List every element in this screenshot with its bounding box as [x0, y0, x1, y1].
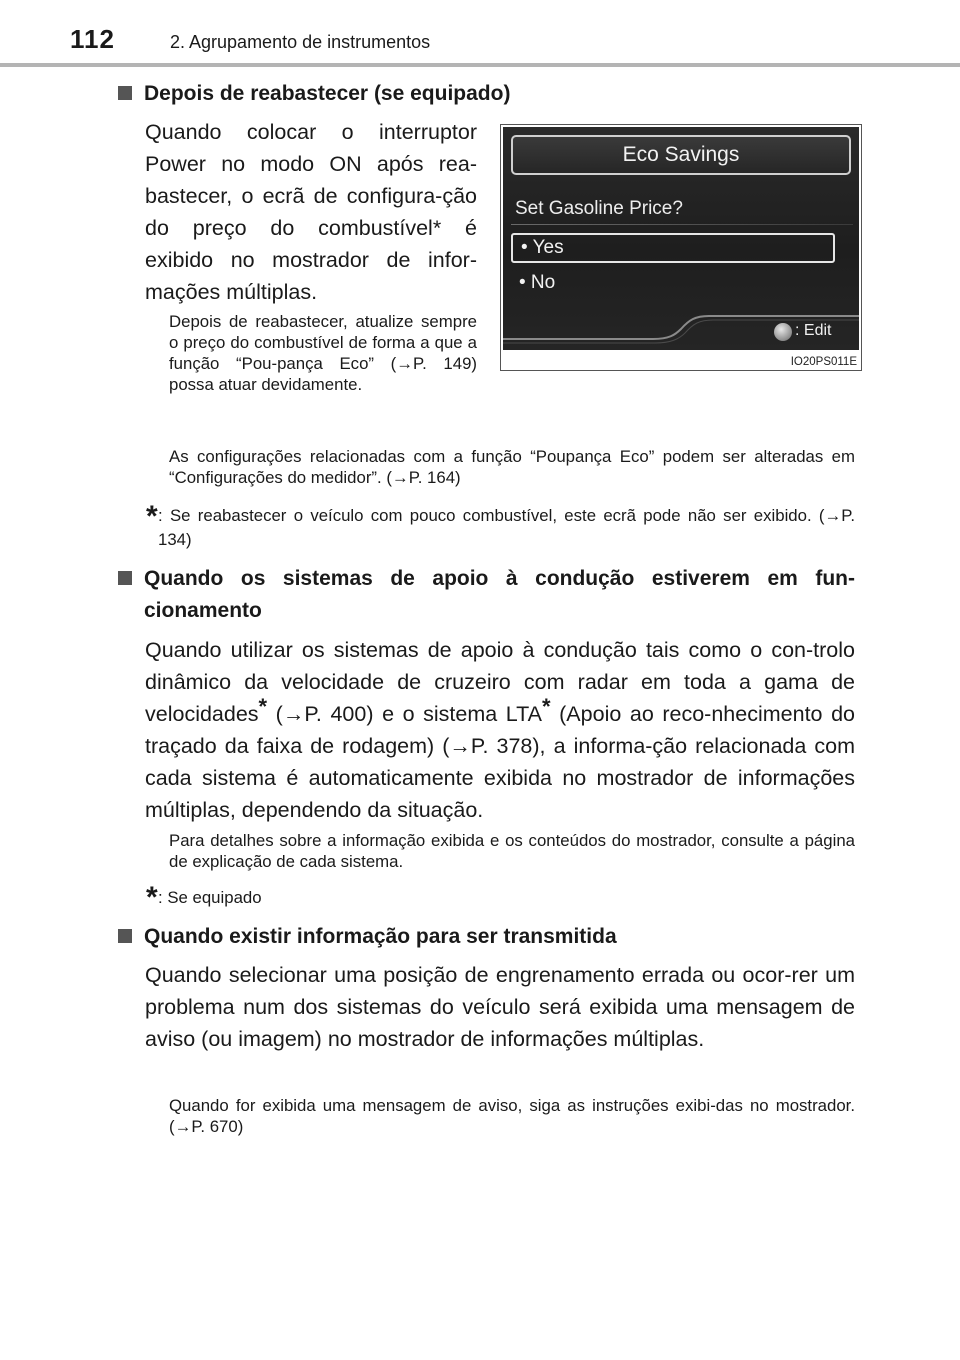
- screen-question: Set Gasoline Price?: [515, 198, 683, 219]
- note-information: Quando for exibida uma mensagem de aviso, siga as instruções exibi-das no mostrador. (→P. 670): [169, 1096, 855, 1136]
- section-heading-text: Quando os sistemas de apoio à condução estiverem em fun-cionamento: [144, 567, 855, 622]
- asterisk-mark: *: [542, 694, 551, 719]
- body-part-a: Quando utilizar os sistemas de apoio à condução tais como o con-trolo dinâmico da velocidade de cruzeiro com radar em toda a gama de velocidades: [145, 638, 855, 726]
- screen-title: Eco Savings: [511, 135, 851, 175]
- note-eco-settings: As configurações relacionadas com a função “Poupança Eco” podem ser alteradas em “Configurações do medidor”. (→P. 164): [169, 447, 855, 487]
- figure-code: IO20PS011E: [790, 356, 857, 368]
- square-bullet-icon: [118, 929, 132, 943]
- square-bullet-icon: [118, 571, 132, 585]
- note-refuel-update: Depois de reabastecer, atualize sempre o preço do combustível de forma a que a função “Pou-pança Eco” (→P. 149) possa atuar devidamente.: [169, 312, 477, 394]
- body-part-b: (→P. 400) e o sistema LTA: [267, 702, 543, 726]
- body-text-driving-support: [145, 634, 855, 826]
- footnote-star: *: [146, 500, 158, 533]
- square-bullet-icon: [118, 86, 132, 100]
- asterisk-mark: *: [258, 694, 268, 719]
- note-driving-support: Para detalhes sobre a informação exibida e os conteúdos do mostrador, consulte a página de explicação de cada sistema.: [169, 831, 855, 871]
- footnote-equipped: : Se equipado: [158, 888, 262, 907]
- header-divider: [0, 63, 960, 67]
- body-part-c: (Apoio ao reco-nhecimento do traçado da faixa de rodagem) (→P. 378), a informa-ção relacionada com cada sistema é automaticamente exibida no mostrador de informações múltiplas, dependendo da situação.: [145, 702, 855, 822]
- footnote-refuel: : Se reabastecer o veículo com pouco combustível, este ecrã pode não ser exibido. (→P. 134): [158, 506, 855, 549]
- body-text-refuel: Quando colocar o interruptor Power no modo ON após rea-bastecer, o ecrã de configura-ção do preço do combustível* é exibido no mostrador de infor-mações múltiplas.: [145, 120, 477, 304]
- section-heading-text: Depois de reabastecer (se equipado): [144, 82, 511, 105]
- chapter-title: 2. Agrupamento de instrumentos: [170, 32, 431, 52]
- dial-knob-icon: [774, 323, 792, 341]
- screen-decoration-swoosh: [503, 127, 859, 350]
- edit-hint: : Edit: [795, 322, 832, 339]
- section-heading-text: Quando existir informação para ser transmitida: [144, 925, 617, 948]
- option-no[interactable]: • No: [519, 272, 556, 293]
- figure-eco-savings: [500, 124, 862, 371]
- body-text-information: Quando selecionar uma posição de engrenamento errada ou ocor-rer um problema num dos sistemas do veículo será exibida uma mensagem de aviso (ou imagem) no mostrador de informações múltiplas.: [145, 963, 855, 1051]
- footnote-star: *: [146, 881, 158, 914]
- display-screen: [503, 127, 859, 350]
- page-number: 112: [70, 24, 115, 54]
- option-yes[interactable]: • Yes: [511, 233, 835, 263]
